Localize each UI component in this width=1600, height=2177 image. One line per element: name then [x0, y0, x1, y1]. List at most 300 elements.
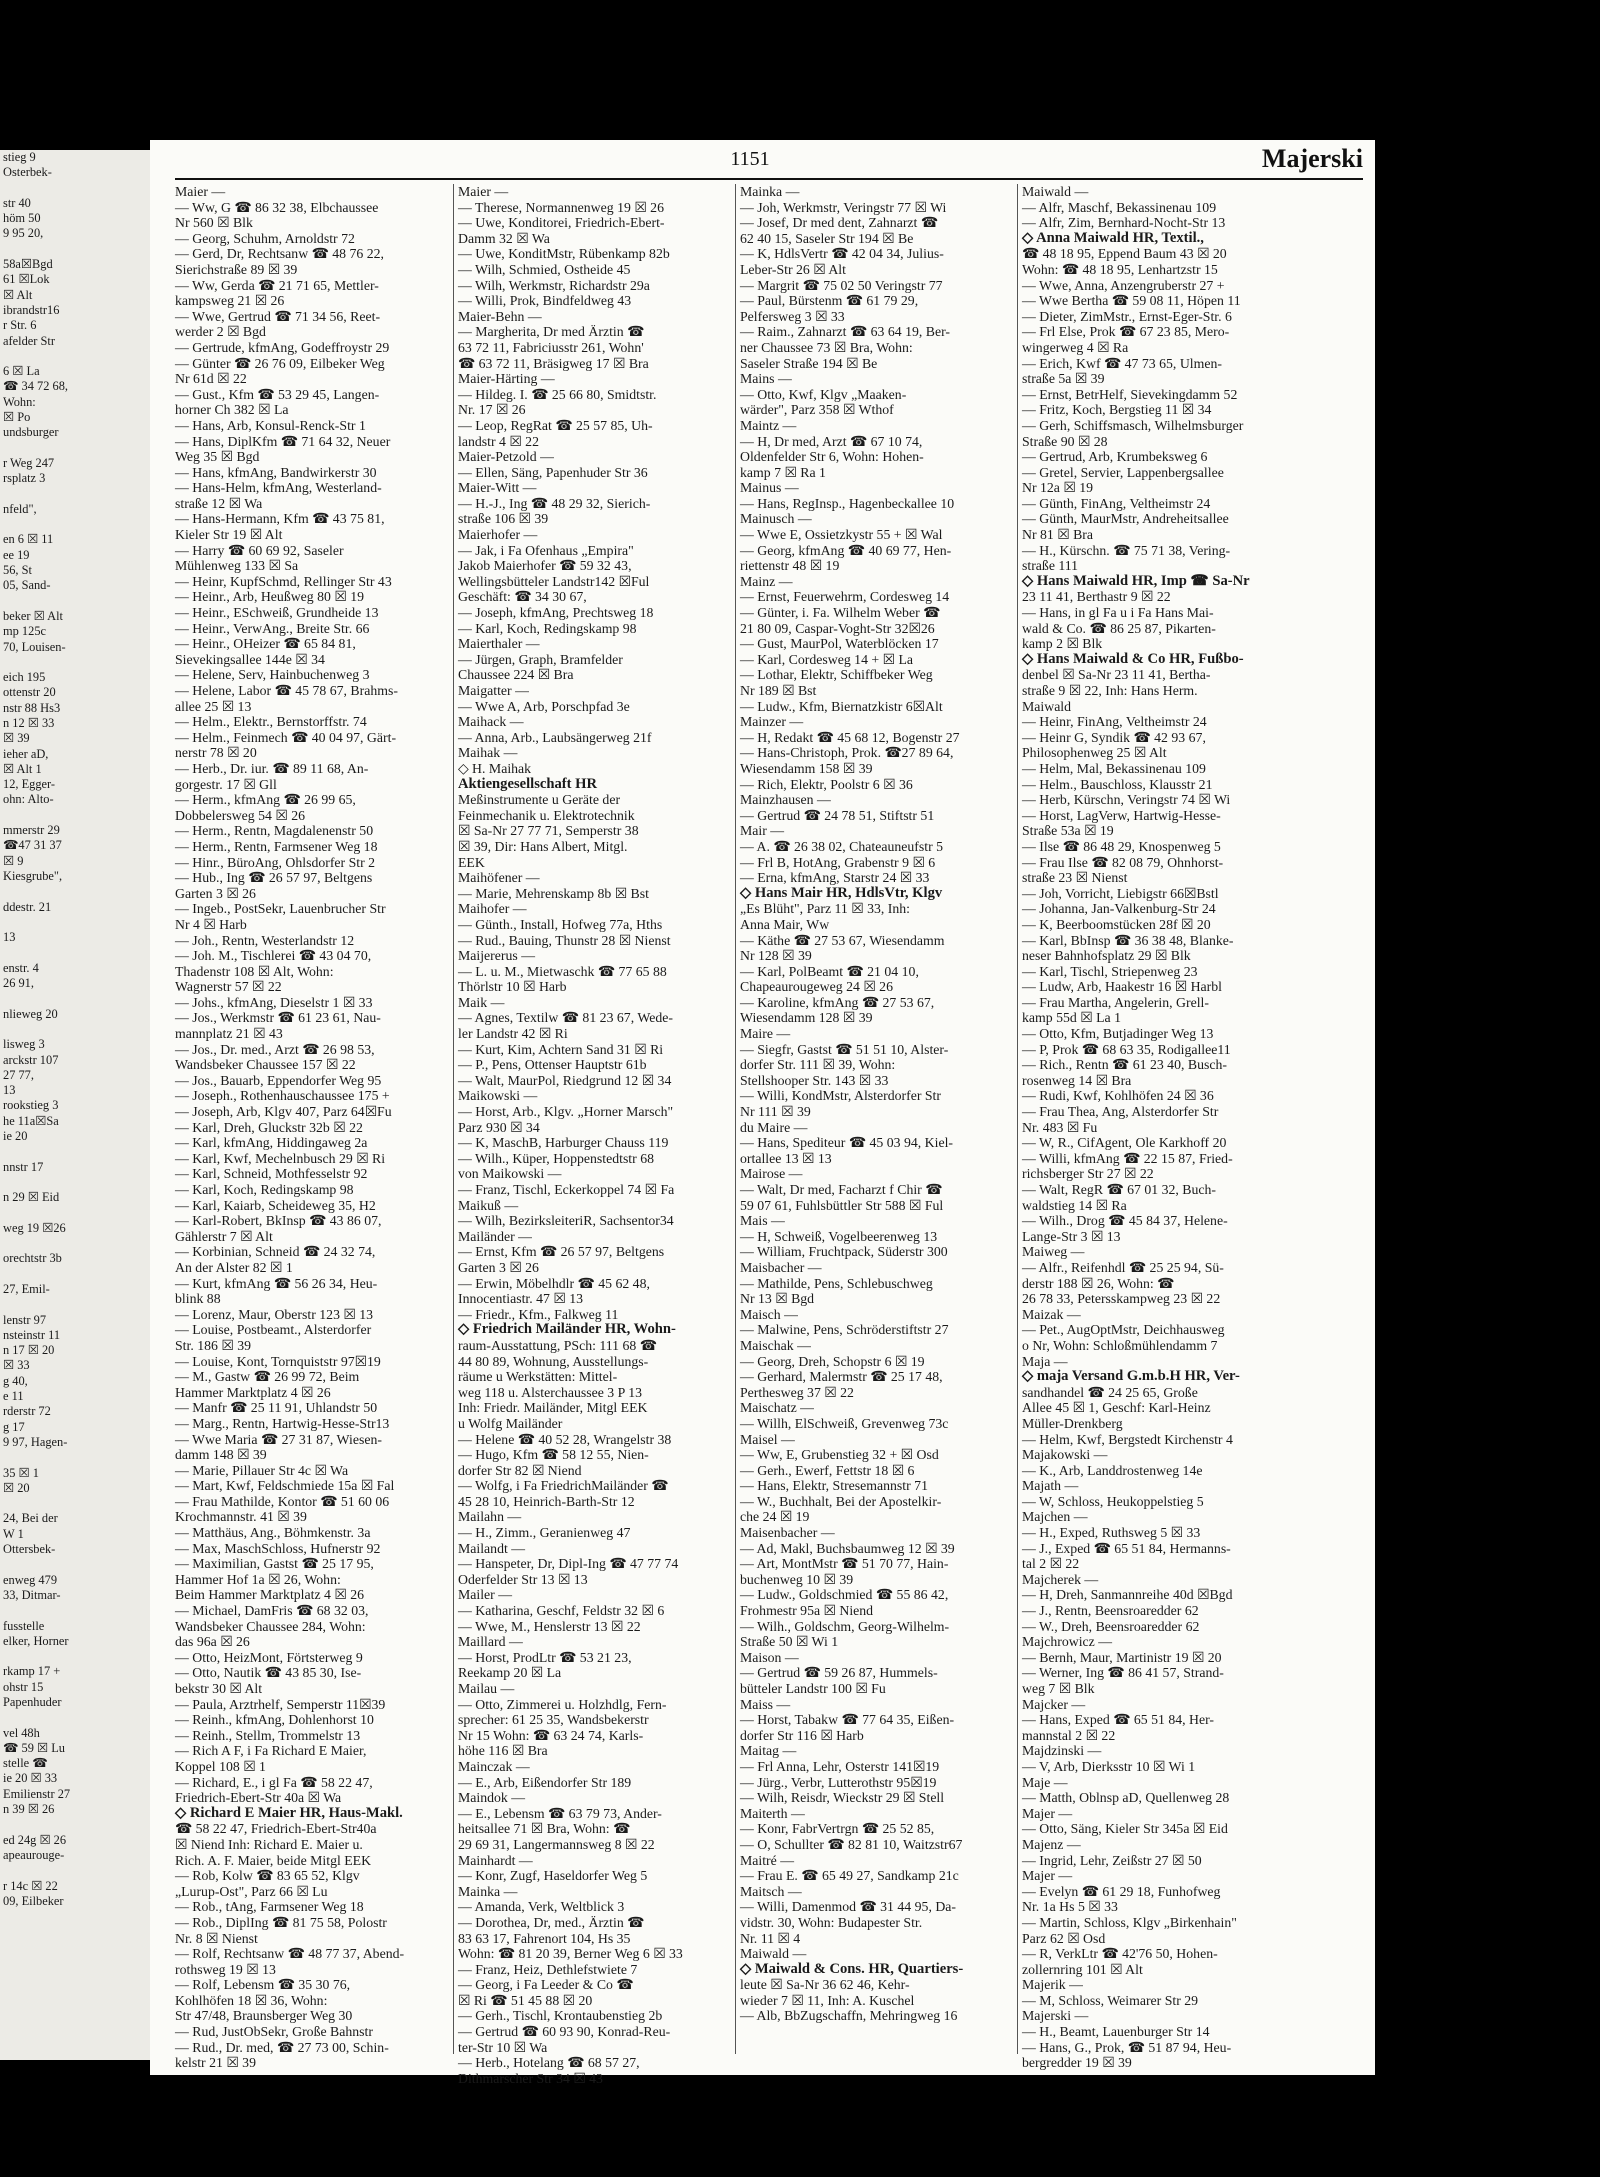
directory-entry-line: — Karl, BbInsp ☎ 36 38 48, Blanke-: [1022, 932, 1234, 948]
left-page-line: eich 195: [3, 670, 46, 685]
directory-entry-line: Maindok —: [458, 1790, 526, 1806]
directory-entry-line: Maigatter —: [458, 683, 529, 698]
directory-entry-line: Leber-Str 26 ☒ Alt: [740, 261, 846, 277]
left-page-line: [0, 1205, 150, 1220]
directory-entry-line: heitsallee 71 ☒ Bra, Wohn: ☎: [458, 1821, 631, 1837]
directory-entry-line: kelstr 21 ☒ 39: [175, 2055, 256, 2071]
directory-entry-line: — H., Beamt, Lauenburger Str 14: [1022, 2024, 1210, 2040]
directory-entry-line: wieder 7 ☒ 11, Inh: A. Kuschel: [740, 1992, 915, 2008]
directory-entry-line: Maintz —: [740, 417, 797, 433]
directory-entry-line: — Heinr., OHeizer ☎ 65 84 81,: [175, 636, 356, 652]
left-page-line: 27 77,: [3, 1067, 34, 1082]
left-page-line: mp 125c: [3, 624, 47, 639]
left-page-line: 9 95 20,: [3, 226, 44, 241]
left-page-line: [0, 1496, 150, 1511]
directory-entry-line: Nr. 1a Hs 5 ☒ 33: [1022, 1899, 1118, 1915]
left-page-line: ieher aD,: [3, 746, 49, 761]
directory-entry-line: Stellshooper Str. 143 ☒ 33: [740, 1072, 889, 1088]
directory-entry-line: Majcker —: [1022, 1696, 1086, 1712]
directory-entry-line: — Erich, Kwf ☎ 47 73 65, Ulmen-: [1022, 355, 1222, 371]
directory-entry-line: Chapeaurougeweg 24 ☒ 26: [740, 979, 893, 995]
directory-entry-line: dorfer Str. 111 ☒ 39, Wohn:: [740, 1057, 896, 1073]
directory-entry-line: — W., Dreh, Beensroaredder 62: [1022, 1618, 1200, 1634]
left-page-line: r Weg 247: [3, 455, 55, 470]
directory-entry-line: kamp 2 ☒ Blk: [1022, 636, 1103, 652]
directory-entry-line: Maier —: [458, 184, 509, 199]
directory-entry-line: — Hinr., BüroAng, Ohlsdorfer Str 2: [175, 854, 376, 870]
directory-entry-line: Maier-Petzold —: [458, 449, 554, 465]
directory-entry-line: — Wilh, BezirksleiteriR, Sachsentor34: [458, 1213, 674, 1229]
directory-entry-line: — Karoline, kfmAng ☎ 27 53 67,: [740, 994, 935, 1010]
left-page-line: [0, 1144, 150, 1159]
left-page-line: 61 ☒Lok: [3, 272, 50, 287]
directory-entry-line: — P, Prok ☎ 68 63 35, Rodigallee11: [1022, 1041, 1231, 1057]
directory-entry-line: buchenweg 10 ☒ 39: [740, 1571, 854, 1587]
left-page-line: [0, 1817, 150, 1832]
directory-entry-line: — Ad, Makl, Buchsbaumweg 12 ☒ 39: [740, 1540, 955, 1556]
directory-entry-line: — Jos., Bauarb, Eppendorfer Weg 95: [175, 1072, 382, 1088]
left-page-line: [0, 1267, 150, 1282]
directory-entry-line: — Heinr., VerwAng., Breite Str. 66: [175, 620, 370, 636]
directory-entry-line: 44 80 89, Wohnung, Ausstellungs-: [458, 1353, 649, 1369]
directory-entry-line: Maisel —: [740, 1431, 795, 1447]
left-page-line: apeaurouge-: [3, 1847, 65, 1862]
directory-entry-line: — Gertrud ☎ 60 93 90, Konrad-Reu-: [458, 2024, 671, 2040]
directory-entry-line: Allee 45 ☒ 1, Geschf: Karl-Heinz: [1022, 1400, 1211, 1416]
left-page-line: ☎ 59 ☒ Lu: [3, 1740, 65, 1755]
directory-entry-line: — Mart, Kwf, Feldschmiede 15a ☒ Fal: [175, 1478, 395, 1494]
left-page-line: arckstr 107: [3, 1052, 59, 1067]
directory-entry-line: Maiwald —: [740, 1946, 807, 1962]
left-page-line: g 40,: [3, 1373, 28, 1388]
directory-entry-line: ☎ 58 22 47, Friedrich-Ebert-Str40a: [175, 1821, 377, 1837]
directory-entry-line: — Alfr, Zim, Bernhard-Nocht-Str 13: [1022, 215, 1226, 231]
directory-entry-line: — Ernst, Kfm ☎ 26 57 97, Beltgens: [458, 1244, 665, 1260]
directory-entry-line: straße 23 ☒ Nienst: [1022, 870, 1128, 886]
directory-entry-line: — Herb., Dr. iur. ☎ 89 11 68, An-: [175, 760, 369, 776]
left-page-line: ☒ 33: [3, 1358, 30, 1373]
left-page-line: enweg 479: [3, 1572, 58, 1587]
directory-entry-line: Maierthaler —: [458, 636, 540, 652]
directory-entry-line: — Therese, Normannenweg 19 ☒ 26: [458, 199, 664, 215]
left-page-line: ee 19: [3, 547, 30, 562]
left-page-line: n 39 ☒ 26: [3, 1802, 55, 1817]
left-page-line: [0, 945, 150, 960]
left-page-line: he 11a☒Sa: [3, 1113, 59, 1128]
directory-entry-line: — Joh. M., Tischlerei ☎ 43 04 70,: [175, 948, 372, 964]
directory-entry-line: 62 40 15, Saseler Str 194 ☒ Be: [740, 230, 914, 246]
directory-entry-line: Maischatz —: [740, 1400, 814, 1416]
directory-entry-line: Mailahn —: [458, 1509, 522, 1525]
directory-entry-line: — Rob, Kolw ☎ 83 65 52, Klgv: [175, 1868, 360, 1884]
left-page-line: undsburger: [3, 425, 59, 440]
directory-entry-line: Nr. 483 ☒ Fu: [1022, 1119, 1098, 1135]
left-page-line: r Str. 6: [3, 318, 37, 333]
directory-entry-line: — Horst, ProdLtr ☎ 53 21 23,: [458, 1649, 632, 1665]
directory-entry-line: Nr 13 ☒ Bgd: [740, 1291, 815, 1307]
left-page-line: ☒ Alt 1: [3, 761, 42, 776]
directory-entry-line: sandhandel ☎ 24 25 65, Große: [1022, 1384, 1198, 1400]
directory-entry-line: Mailer —: [458, 1587, 513, 1603]
directory-entry-line: — Ernst, BetrHelf, Sievekingdamm 52: [1022, 386, 1238, 402]
left-page-line: ☒ 39: [3, 731, 30, 746]
left-page-line: [0, 1710, 150, 1725]
left-page-line: orechtstr 3b: [3, 1251, 62, 1266]
directory-entry-line: Perthesweg 37 ☒ 22: [740, 1384, 854, 1400]
directory-entry-line: — Amanda, Verk, Weltblick 3: [458, 1899, 625, 1915]
running-head: Majerski: [1261, 144, 1363, 173]
directory-entry-line: — Ingrid, Lehr, Zeißstr 27 ☒ 50: [1022, 1852, 1202, 1868]
directory-entry-line: richsberger Str 27 ☒ 22: [1022, 1166, 1154, 1182]
directory-entry-line: — H., Zimm., Geranienweg 47: [458, 1525, 631, 1541]
directory-entry-line: — K., Arb, Landdrostenweg 14e: [1022, 1462, 1203, 1478]
directory-entry-line: — Willh, ElSchweiß, Grevenweg 73c: [740, 1415, 949, 1431]
directory-entry-line: — Frl Anna, Lehr, Osterstr 141☒19: [740, 1758, 940, 1774]
left-page-line: [0, 884, 150, 899]
left-page-line: 35 ☒ 1: [3, 1465, 39, 1480]
directory-entry-line: — Herm., Rentn, Farmsener Weg 18: [175, 838, 378, 854]
directory-entry-line: Majchrowicz —: [1022, 1634, 1113, 1650]
directory-entry-line: — Ilse ☎ 86 48 29, Knospenweg 5: [1022, 838, 1221, 854]
directory-entry-line: „Lurup-Ost", Parz 66 ☒ Lu: [175, 1883, 328, 1899]
directory-entry-line: Maiwald —: [1022, 184, 1089, 199]
directory-entry-line: Anna Mair, Ww: [740, 916, 830, 932]
directory-entry-line: Majdzinski —: [1022, 1743, 1102, 1759]
directory-entry-line: — R, VerkLtr ☎ 42'76 50, Hohen-: [1022, 1946, 1218, 1962]
left-page-line: 33, Ditmar-: [3, 1587, 61, 1602]
directory-entry-line: Maisenbacher —: [740, 1525, 835, 1541]
directory-entry-line: — Hub., Ing ☎ 26 57 97, Beltgens: [175, 870, 373, 886]
directory-entry-line: — Dieter, ZimMstr., Ernst-Eger-Str. 6: [1022, 308, 1232, 324]
directory-entry-line: Nr. 17 ☒ 26: [458, 402, 526, 418]
directory-entry-line: Garten 3 ☒ 26: [458, 1259, 539, 1275]
directory-entry-line: Majerik —: [1022, 1977, 1083, 1993]
directory-entry-line: — Hans, in gl Fa u i Fa Hans Mai-: [1022, 605, 1214, 621]
directory-entry-line: Nr. 11 ☒ 4: [740, 1930, 801, 1946]
left-page-line: beker ☒ Alt: [3, 608, 63, 623]
directory-entry-line: Maikuß —: [458, 1197, 519, 1213]
directory-entry-line: — Johanna, Jan-Valkenburg-Str 24: [1022, 901, 1216, 917]
directory-entry-line: Maier-Härting —: [458, 371, 555, 387]
left-page-line: nsteinstr 11: [3, 1327, 61, 1342]
directory-entry-line: — H, Dr med, Arzt ☎ 67 10 74,: [740, 433, 923, 449]
directory-entry-line: Maikowski —: [458, 1088, 538, 1104]
directory-entry-line: — Rich, Elektr, Poolstr 6 ☒ 36: [740, 776, 913, 792]
directory-entry-line: — Gertrude, kfmAng, Godeffroystr 29: [175, 339, 390, 355]
directory-entry-line: — Reinh., kfmAng, Dohlenhorst 10: [175, 1712, 374, 1728]
left-page-line: [0, 1603, 150, 1618]
directory-entry-line: 29 69 31, Langermannsweg 8 ☒ 22: [458, 1836, 655, 1852]
directory-entry-line: — Frl B, HotAng, Grabenstr 9 ☒ 6: [740, 854, 936, 870]
left-page-fragment: [0, 150, 150, 2060]
directory-entry-line: — Franz, Heiz, Dethlefstwiete 7: [458, 1961, 638, 1977]
left-page-line: rookstieg 3: [3, 1098, 59, 1113]
left-page-line: en 6 ☒ 11: [3, 532, 54, 547]
directory-entry-line: — Wilh., Goldschm, Georg-Wilhelm-: [740, 1618, 950, 1634]
directory-entry-line: Mainusch —: [740, 511, 812, 527]
directory-entry-line: — Frl Else, Prok ☎ 67 23 85, Mero-: [1022, 324, 1230, 340]
directory-entry-line: — Ellen, Säng, Papenhuder Str 36: [458, 464, 648, 480]
left-page-line: weg 19 ☒26: [3, 1220, 66, 1235]
directory-entry-line: — Wwe Maria ☎ 27 31 87, Wiesen-: [175, 1431, 382, 1447]
left-page-line: ☒ Alt: [3, 287, 33, 302]
directory-entry-line: Majer —: [1022, 1868, 1073, 1884]
directory-entry-line: Mais —: [740, 1213, 785, 1229]
directory-entry-line: — Maximilian, Gastst ☎ 25 17 95,: [175, 1556, 374, 1572]
directory-entry-line: — Hildeg. I. ☎ 25 66 80, Smidtstr.: [458, 386, 657, 402]
directory-entry-line: — Käthe ☎ 27 53 67, Wiesendamm: [740, 932, 945, 948]
directory-entry-line: Nr 15 Wohn: ☎ 63 24 74, Karls-: [458, 1727, 644, 1743]
directory-entry-line: Straße 90 ☒ 28: [1022, 433, 1108, 449]
directory-entry-line: Sierichstraße 89 ☒ 39: [175, 261, 298, 277]
directory-entry-line: Meßinstrumente u Geräte der: [458, 792, 621, 808]
directory-entry-line: Nr. 8 ☒ Nienst: [175, 1930, 258, 1946]
directory-entry-line: Saseler Straße 194 ☒ Be: [740, 355, 878, 371]
left-page-line: fusstelle: [3, 1618, 45, 1633]
directory-entry-line: — Otto, Kfm, Butjadinger Weg 13: [1022, 1026, 1214, 1042]
directory-entry-line: — Hans-Christoph, Prok. ☎27 89 64,: [740, 745, 954, 761]
directory-entry-line: — Mathilde, Pens, Schlebuschweg: [740, 1275, 933, 1291]
directory-entry-line: waldstieg 14 ☒ Ra: [1022, 1197, 1127, 1213]
directory-entry-line: — Agnes, Textilw ☎ 81 23 67, Wede-: [458, 1010, 674, 1026]
directory-entry-line: kamp 7 ☒ Ra 1: [740, 464, 826, 480]
directory-entry-line: Nr 128 ☒ 39: [740, 948, 812, 964]
directory-entry-line: Mainka —: [458, 1883, 518, 1899]
directory-entry-line: straße 106 ☒ 39: [458, 511, 549, 527]
directory-entry-line: Mains —: [740, 371, 792, 387]
directory-entry-line: Maik —: [458, 994, 505, 1010]
directory-entry-line: Feinmechanik u. Elektrotechnik: [458, 807, 635, 823]
directory-entry-line: — Hans, Spediteur ☎ 45 03 94, Kiel-: [740, 1135, 953, 1151]
directory-entry-line: — Karl, Cordesweg 14 + ☒ La: [740, 651, 914, 667]
directory-entry-line: „Es Blüht", Parz 11 ☒ 33, Inh:: [740, 901, 911, 917]
left-page-line: [0, 1175, 150, 1190]
directory-entry-line: — Rob., tAng, Farmsener Weg 18: [175, 1899, 364, 1915]
directory-entry-line: — Horst, Tabakw ☎ 77 64 35, Eißen-: [740, 1712, 955, 1728]
directory-entry-line: Mainka —: [740, 184, 800, 199]
directory-entry-line: ☒ Niend Inh: Richard E. Maier u.: [175, 1836, 363, 1852]
left-page-line: 9 97, Hagen-: [3, 1434, 68, 1449]
directory-entry-line: — Karl, Dreh, Gluckstr 32b ☒ 22: [175, 1119, 363, 1135]
directory-entry-line: Maisch —: [740, 1306, 798, 1322]
left-page-line: [0, 594, 150, 609]
directory-entry-line: — Walt, RegR ☎ 67 01 32, Buch-: [1022, 1182, 1217, 1197]
left-page-line: [0, 1649, 150, 1664]
directory-entry-line: — Günter ☎ 26 76 09, Eilbeker Weg: [175, 355, 385, 371]
left-page-line: nfeld",: [3, 501, 37, 516]
directory-entry-line: — Margrit ☎ 75 02 50 Veringstr 77: [740, 277, 943, 293]
left-page-line: [0, 1863, 150, 1878]
directory-entry-line: — Heinr., ESchweiß, Grundheide 13: [175, 605, 379, 621]
directory-entry-line: — Max, MaschSchloss, Hufnerstr 92: [175, 1540, 381, 1556]
directory-entry-line: — Wwe, M., Henslerstr 13 ☒ 22: [458, 1618, 641, 1634]
directory-entry-line: sprecher: 61 25 35, Wandsbekerstr: [458, 1712, 649, 1728]
directory-entry-line: — Jak, i Fa Ofenhaus „Empira": [458, 542, 634, 558]
directory-entry-line: — Rudi, Kwf, Kohlhöfen 24 ☒ 36: [1022, 1088, 1214, 1104]
directory-entry-line: Mair —: [740, 823, 785, 839]
directory-entry-line: — H., Exped, Ruthsweg 5 ☒ 33: [1022, 1525, 1201, 1541]
directory-entry-line: — Karl, Kwf, Mechelnbusch 29 ☒ Ri: [175, 1150, 386, 1166]
directory-entry-line: ☒ Ri ☎ 51 45 88 ☒ 20: [458, 1992, 593, 2008]
directory-entry-line: — Friedr., Kfm., Falkweg 11: [458, 1306, 619, 1322]
directory-entry-line: Thadenstr 108 ☒ Alt, Wohn:: [175, 963, 334, 979]
directory-entry-line: riettenstr 48 ☒ 19: [740, 558, 840, 574]
directory-entry-line: — Joseph., Rothenhauschaussee 175 +: [175, 1088, 390, 1104]
directory-entry-line: — Helm., Feinmech ☎ 40 04 97, Gärt-: [175, 729, 397, 745]
left-page-line: n 17 ☒ 20: [3, 1343, 55, 1358]
directory-entry-line: — Wilh., Drog ☎ 45 84 37, Helene-: [1022, 1213, 1228, 1229]
directory-entry-line: — H, Schweiß, Vogelbeerenweg 13: [740, 1228, 938, 1244]
directory-entry-line: — Hans, RegInsp., Hagenbeckallee 10: [740, 495, 955, 511]
directory-entry-line: — Ludw., Kfm, Biernatzkistr 6☒Alt: [740, 698, 943, 714]
directory-entry-line: ◇ Hans Mair HR, HdlsVtr, Klgv: [740, 884, 943, 901]
directory-entry-line: ◇ Maiwald & Cons. HR, Quartiers-: [740, 1960, 964, 1977]
directory-entry-line: — E., Lebensm ☎ 63 79 73, Ander-: [458, 1805, 662, 1821]
left-page-line: [0, 1236, 150, 1251]
directory-entry-line: — Helm, Mal, Bekassinenau 109: [1022, 760, 1206, 776]
directory-entry-line: wingerweg 4 ☒ Ra: [1022, 339, 1129, 355]
left-page-line: lisweg 3: [3, 1037, 45, 1052]
directory-entry-line: — Joseph, kfmAng, Prechtsweg 18: [458, 605, 654, 621]
directory-entry-line: kamp 55d ☒ La 1: [1022, 1010, 1121, 1026]
directory-entry-line: — Walt, Dr med, Facharzt f Chir ☎: [740, 1182, 943, 1197]
left-page-line: Ottersbek-: [3, 1542, 56, 1557]
directory-entry-line: Str 47/48, Braunsberger Weg 30: [175, 2008, 353, 2024]
directory-entry-line: straße 12 ☒ Wa: [175, 495, 263, 511]
header-rule: [175, 178, 1363, 180]
directory-entry-line: weg 7 ☒ Blk: [1022, 1681, 1095, 1696]
directory-entry-line: — Günth, FinAng, Veltheimstr 24: [1022, 495, 1211, 511]
directory-entry-line: — Frau Mathilde, Kontor ☎ 51 60 06: [175, 1493, 390, 1509]
directory-entry-line: — Manfr ☎ 25 11 91, Uhlandstr 50: [175, 1400, 378, 1416]
directory-entry-line: — Heinr G, Syndik ☎ 42 93 67,: [1022, 729, 1206, 745]
directory-entry-line: wald & Co. ☎ 86 25 87, Pikarten-: [1022, 620, 1216, 636]
left-page-line: stieg 9: [3, 150, 36, 164]
directory-entry-line: Wandsbeker Chaussee 157 ☒ 22: [175, 1057, 356, 1073]
directory-entry-line: Maire —: [740, 1026, 791, 1042]
directory-entry-line: ☒ Sa-Nr 27 77 71, Semperstr 38: [458, 823, 639, 839]
column-divider: [1017, 184, 1018, 2054]
directory-entry-line: Pelfersweg 3 ☒ 33: [740, 308, 845, 324]
left-page-line: Emilienstr 27: [3, 1786, 71, 1801]
left-page-line: 56, St: [3, 563, 32, 578]
directory-entry-line: ortallee 13 ☒ 13: [740, 1150, 832, 1166]
left-page-line: ☒ 20: [3, 1480, 30, 1495]
directory-entry-line: — J., Exped ☎ 65 51 84, Hermanns-: [1022, 1540, 1231, 1556]
directory-entry-line: — H., Kürschn. ☎ 75 71 38, Vering-: [1022, 542, 1231, 558]
directory-entry-line: Mainzer —: [740, 714, 804, 730]
directory-entry-line: Nr 189 ☒ Bst: [740, 683, 817, 698]
directory-entry-line: Geschäft: ☎ 34 30 67,: [458, 589, 587, 605]
directory-entry-line: Garten 3 ☒ 26: [175, 885, 256, 901]
directory-entry-line: — Harry ☎ 60 69 92, Saseler: [175, 542, 344, 558]
directory-entry-line: ◇ Hans Maiwald & Co HR, Fußbo-: [1022, 650, 1244, 667]
directory-entry-line: Straße 50 ☒ Wi 1: [740, 1634, 839, 1650]
directory-entry-line: derstr 188 ☒ 26, Wohn: ☎: [1022, 1275, 1175, 1291]
directory-entry-line: Maitsch —: [740, 1883, 802, 1899]
directory-column-3: [740, 184, 1010, 2074]
directory-entry-line: Parz 930 ☒ 34: [458, 1119, 540, 1135]
directory-entry-line: Maier-Behn —: [458, 308, 542, 324]
directory-entry-line: wärder", Parz 358 ☒ Wthof: [740, 402, 894, 418]
directory-entry-line: — Karl, Tischl, Striepenweg 23: [1022, 963, 1198, 979]
directory-entry-line: Jakob Maierhofer ☎ 59 32 43,: [458, 558, 632, 574]
directory-entry-line: Maiweg —: [1022, 1244, 1085, 1260]
directory-entry-line: — Rob., DiplIng ☎ 81 75 58, Polostr: [175, 1914, 387, 1930]
directory-entry-line: — Kurt, Kim, Achtern Sand 31 ☒ Ri: [458, 1041, 664, 1057]
left-page-line: stelle ☎: [3, 1756, 48, 1771]
directory-entry-line: — Uwe, KonditMstr, Rübenkamp 82b: [458, 246, 670, 262]
column-divider: [735, 184, 736, 2054]
left-page-line: [0, 487, 150, 502]
directory-entry-line: Kohlhöfen 18 ☒ 36, Wohn:: [175, 1992, 328, 2008]
directory-entry-line: Maitré —: [740, 1852, 795, 1868]
directory-entry-line: — Ww, G ☎ 86 32 38, Elbchaussee: [175, 199, 379, 215]
directory-entry-line: Nr 81 ☒ Bra: [1022, 527, 1093, 543]
left-page-line: Papenhuder: [3, 1694, 62, 1709]
directory-entry-line: — Hanspeter, Dr, Dipl-Ing ☎ 47 77 74: [458, 1556, 679, 1572]
directory-entry-line: Nr 61d ☒ 22: [175, 371, 247, 387]
directory-entry-line: Damm 32 ☒ Wa: [458, 230, 550, 246]
directory-entry-line: dorfer Str 82 ☒ Niend: [458, 1462, 582, 1478]
directory-entry-line: dorfer Str 116 ☒ Harb: [740, 1727, 864, 1743]
directory-entry-line: 23 11 41, Berthastr 9 ☒ 22: [1022, 589, 1171, 605]
left-page-line: nlieweg 20: [3, 1006, 58, 1021]
directory-entry-line: Mainz —: [740, 573, 793, 589]
directory-entry-line: — E., Arb, Eißendorfer Str 189: [458, 1774, 632, 1790]
directory-entry-line: — Willi, kfmAng ☎ 22 15 87, Fried-: [1022, 1150, 1233, 1166]
directory-entry-line: — Heinr, KupfSchmd, Rellinger Str 43: [175, 573, 392, 589]
directory-entry-line: — Alfr, Maschf, Bekassinenau 109: [1022, 199, 1217, 215]
directory-entry-line: bütteler Landstr 100 ☒ Fu: [740, 1681, 886, 1696]
directory-entry-line: Hammer Hof 1a ☒ 26, Wohn:: [175, 1571, 341, 1587]
directory-entry-line: Mailänder —: [458, 1228, 532, 1244]
left-page-line: 70, Louisen-: [3, 639, 66, 654]
directory-entry-line: Majenz —: [1022, 1836, 1081, 1852]
left-page-line: n 29 ☒ Eid: [3, 1190, 60, 1205]
directory-entry-line: Maischak —: [740, 1337, 811, 1353]
directory-entry-line: Maiss —: [740, 1696, 791, 1712]
directory-entry-line: Sievekingsallee 144e ☒ 34: [175, 651, 325, 667]
directory-entry-line: — Frau Thea, Ang, Alsterdorfer Str: [1022, 1104, 1219, 1120]
directory-column-1: [175, 184, 445, 2074]
left-page-line: Osterbek-: [3, 165, 52, 180]
directory-entry-line: — P., Pens, Ottenser Hauptstr 61b: [458, 1057, 647, 1073]
directory-entry-line: — Katharina, Geschf, Feldstr 32 ☒ 6: [458, 1603, 665, 1619]
directory-entry-line: — Wwe, Gertrud ☎ 71 34 56, Reet-: [175, 308, 381, 324]
left-page-line: 12, Egger-: [3, 777, 56, 792]
directory-entry-line: — Hans-Hermann, Kfm ☎ 43 75 81,: [175, 511, 385, 527]
directory-entry-line: — Marie, Pillauer Str 4c ☒ Wa: [175, 1462, 349, 1478]
directory-entry-line: straße 5a ☒ 39: [1022, 371, 1105, 387]
directory-entry-line: Innocentiastr. 47 ☒ 13: [458, 1291, 584, 1307]
directory-entry-line: — H, Redakt ☎ 45 68 12, Bogenstr 27: [740, 729, 960, 745]
directory-entry-line: — Karl, Koch, Redingskamp 98: [175, 1182, 354, 1197]
directory-entry-line: allee 25 ☒ 13: [175, 698, 252, 714]
directory-entry-line: Maisbacher —: [740, 1259, 822, 1275]
directory-entry-line: Mühlenweg 133 ☒ Sa: [175, 558, 299, 574]
directory-entry-line: — Hans, DiplKfm ☎ 71 64 32, Neuer: [175, 433, 391, 449]
directory-entry-line: mannplatz 21 ☒ 43: [175, 1026, 283, 1042]
directory-entry-line: — Lothar, Elektr, Schiffbeker Weg: [740, 667, 933, 683]
left-page-line: Wohn:: [3, 394, 36, 409]
directory-entry-line: — Ludw., Goldschmied ☎ 55 86 42,: [740, 1587, 949, 1603]
directory-entry-line: — Gust, MaurPol, Waterblöcken 17: [740, 636, 939, 652]
left-page-line: Kiesgrube",: [3, 868, 63, 883]
directory-entry-line: Thörlstr 10 ☒ Harb: [458, 979, 567, 995]
directory-entry-line: — Alfr., Reifenhdl ☎ 25 25 94, Sü-: [1022, 1259, 1224, 1275]
directory-entry-line: — Joseph, Arb, Klgv 407, Parz 64☒Fu: [175, 1104, 392, 1120]
